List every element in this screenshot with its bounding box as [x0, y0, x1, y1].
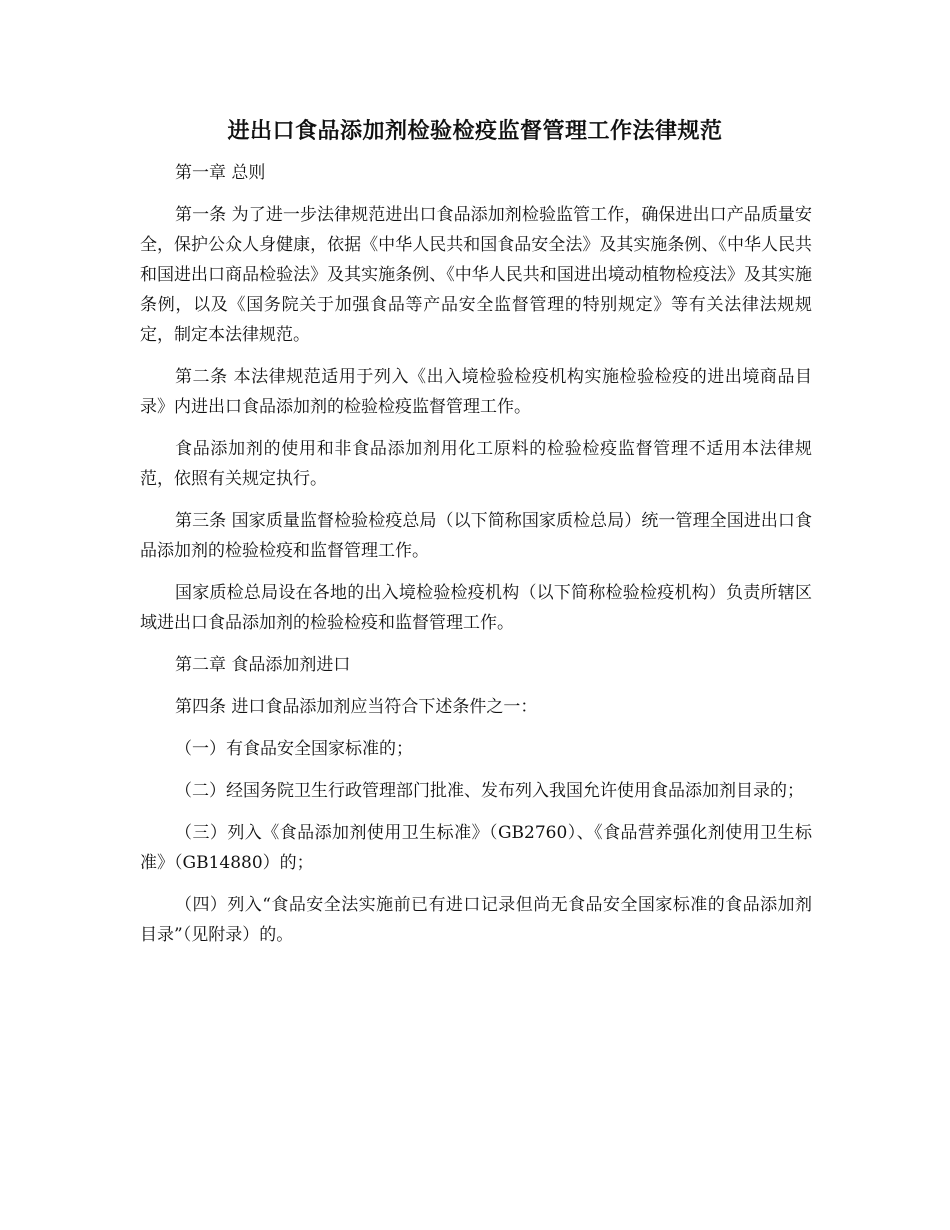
- article-paragraph: 国家质检总局设在各地的出入境检验检疫机构（以下简称检验检疫机构）负责所辖区域进出口食品添加剂的检验检疫和监督管理工作。: [140, 583, 812, 633]
- article-paragraph: 第二条 本法律规范适用于列入《出入境检验检疫机构实施检验检疫的进出境商品目录》内进出口食品添加剂的检验检疫监督管理工作。: [140, 367, 812, 417]
- article-paragraph: 第三条 国家质量监督检验检疫总局（以下简称国家质检总局）统一管理全国进出口食品添加剂的检验检疫和监督管理工作。: [140, 511, 812, 561]
- list-item: （一）有食品安全国家标准的；: [175, 739, 413, 759]
- document-title: 进出口食品添加剂检验检疫监督管理工作法律规范: [227, 119, 723, 144]
- article-paragraph: 第四条 进口食品添加剂应当符合下述条件之一：: [175, 697, 538, 717]
- list-item: （二）经国务院卫生行政管理部门批准、发布列入我国允许使用食品添加剂目录的；: [175, 781, 804, 801]
- list-item: （三）列入《食品添加剂使用卫生标准》（GB2760）、《食品营养强化剂使用卫生标准》（GB14880）的；: [140, 823, 812, 873]
- article-paragraph: 食品添加剂的使用和非食品添加剂用化工原料的检验检疫监督管理不适用本法律规范，依照有关规定执行。: [140, 439, 812, 489]
- document-body: [140, 158, 812, 962]
- chapter-heading: 第二章 食品添加剂进口: [175, 655, 351, 675]
- article-paragraph: 第一条 为了进一步法律规范进出口食品添加剂检验监管工作，确保进出口产品质量安全，保护公众人身健康，依据《中华人民共和国食品安全法》及其实施条例、《中华人民共和国进出口商品检验法》及其实施条例、《中华人民共和国进出境动植物检疫法》及其实施条例，以及《国务院关于加强食品等产品安全监督管理的特别规定》等有关法律法规规定，制定本法律规范。: [140, 205, 812, 345]
- list-item: （四）列入“食品安全法实施前已有进口记录但尚无食品安全国家标准的食品添加剂目录”（见附录）的。: [140, 895, 812, 945]
- chapter-heading: 第一章 总则: [175, 163, 266, 183]
